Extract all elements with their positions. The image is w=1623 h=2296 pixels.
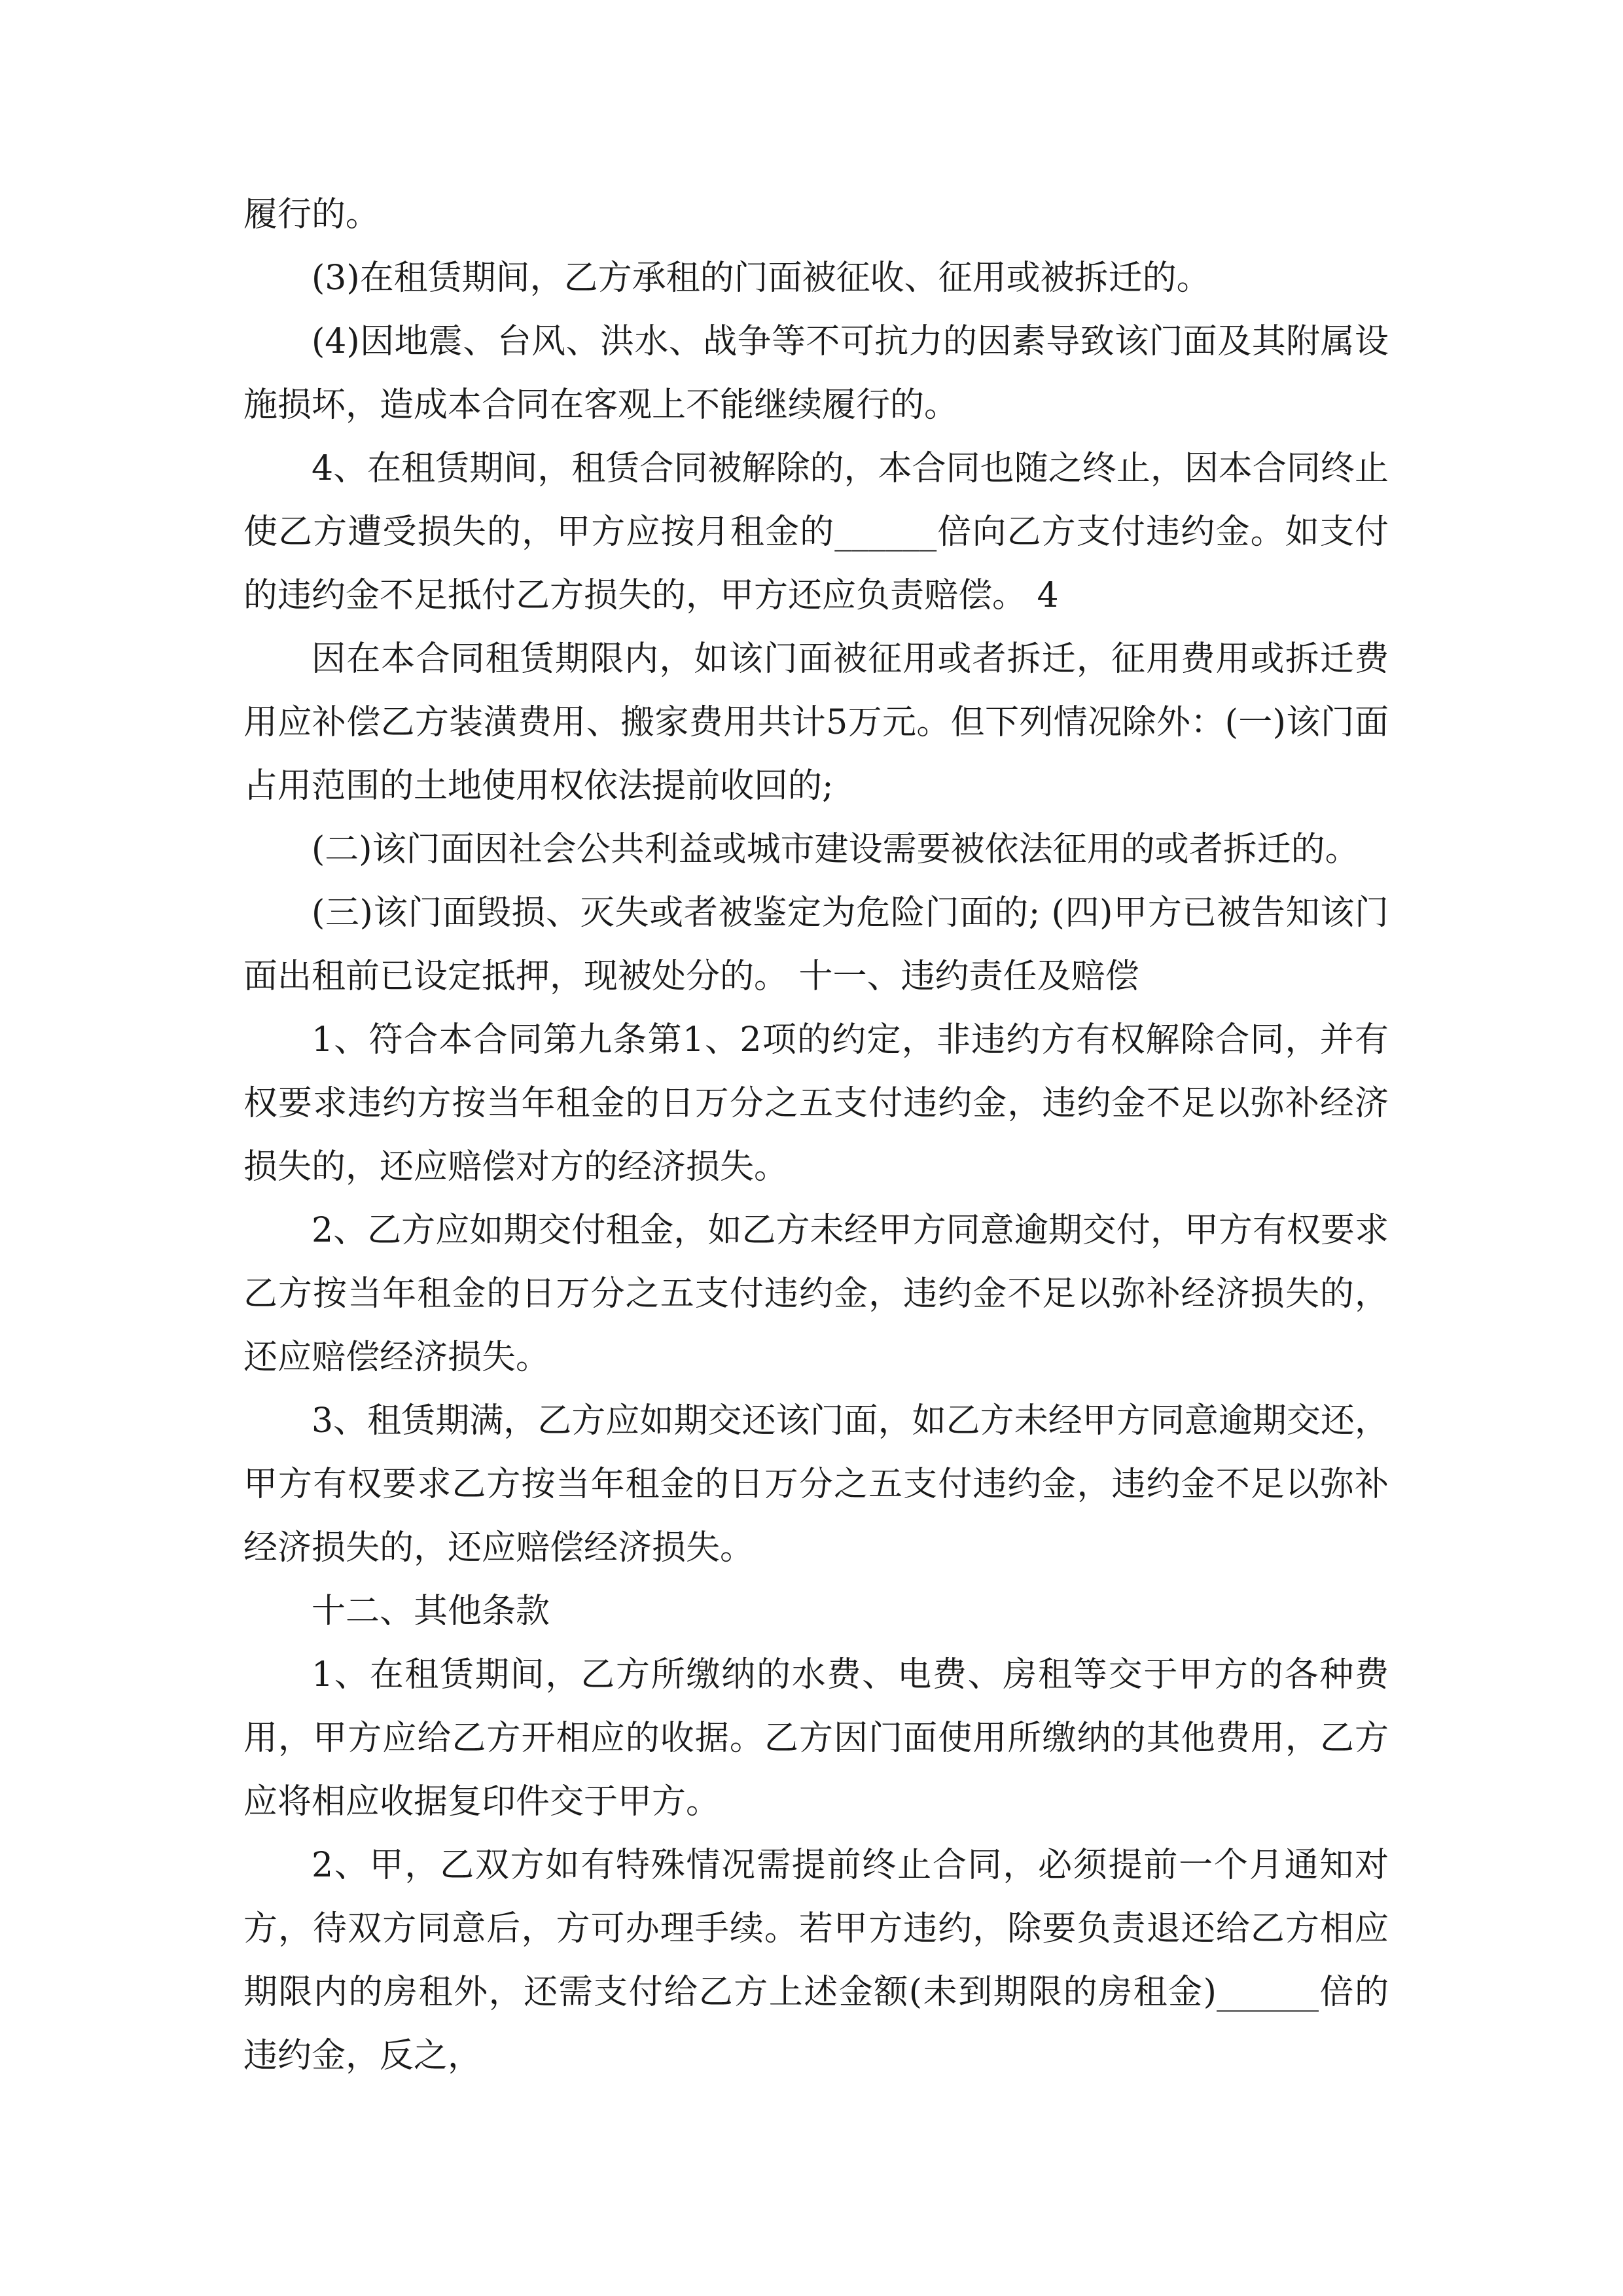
paragraph-item-4: (4)因地震、台风、洪水、战争等不可抗力的因素导致该门面及其附属设施损坏，造成本合同在客观上不能继续履行的。 <box>243 322 1389 425</box>
paragraph-item-3: (3)在租赁期间，乙方承租的门面被征收、征用或被拆迁的。 <box>312 259 1211 298</box>
paragraph-other-1: 1、在租赁期间，乙方所缴纳的水费、电费、房租等交于甲方的各种费用，甲方应给乙方开相应的收据。乙方因门面使用所缴纳的其他费用，乙方应将相应收据复印件交于甲方。 <box>243 1655 1389 1821</box>
paragraph-breach-1: 1、符合本合同第九条第1、2项的约定，非违约方有权解除合同，并有权要求违约方按当年租金的日万分之五支付违约金，违约金不足以弥补经济损失的，还应赔偿对方的经济损失。 <box>243 1020 1389 1187</box>
paragraph-breach-3: 3、租赁期满，乙方应如期交还该门面，如乙方未经甲方同意逾期交还，甲方有权要求乙方按当年租金的日万分之五支付违约金，违约金不足以弥补经济损失的，还应赔偿经济损失。 <box>243 1401 1389 1568</box>
paragraph-continuation: 履行的。 <box>243 195 380 234</box>
paragraph-exception-3-4: (三)该门面毁损、灭失或者被鉴定为危险门面的; (四)甲方已被告知该门面出租前已设定抵押，现被处分的。 十一、违约责任及赔偿 <box>243 893 1389 996</box>
paragraph-other-2: 2、甲，乙双方如有特殊情况需提前终止合同，必须提前一个月通知对方，待双方同意后，方可办理手续。若甲方违约，除要负责退还给乙方相应期限内的房租外，还需支付给乙方上述金额(未到期限的房租金)______倍的违约金，反之， <box>243 1846 1389 2075</box>
paragraph-clause-4: 4、在租赁期间，租赁合同被解除的，本合同也随之终止，因本合同终止使乙方遭受损失的，甲方应按月租金的______倍向乙方支付违约金。如支付的违约金不足抵付乙方损失的，甲方还应负责赔偿。 4 <box>243 449 1389 615</box>
paragraph-expropriation: 因在本合同租赁期限内，如该门面被征用或者拆迁，征用费用或拆迁费用应补偿乙方装潢费用、搬家费用共计5万元。但下列情况除外：(一)该门面占用范围的土地使用权依法提前收回的; <box>243 639 1389 806</box>
contract-body <box>243 183 1389 2088</box>
paragraph-exception-2: (二)该门面因社会公共利益或城市建设需要被依法征用的或者拆迁的。 <box>312 830 1359 869</box>
paragraph-breach-2: 2、乙方应如期交付租金，如乙方未经甲方同意逾期交付，甲方有权要求乙方按当年租金的日万分之五支付违约金，违约金不足以弥补经济损失的，还应赔偿经济损失。 <box>243 1211 1389 1377</box>
section-heading-other-terms: 十二、其他条款 <box>312 1592 550 1631</box>
